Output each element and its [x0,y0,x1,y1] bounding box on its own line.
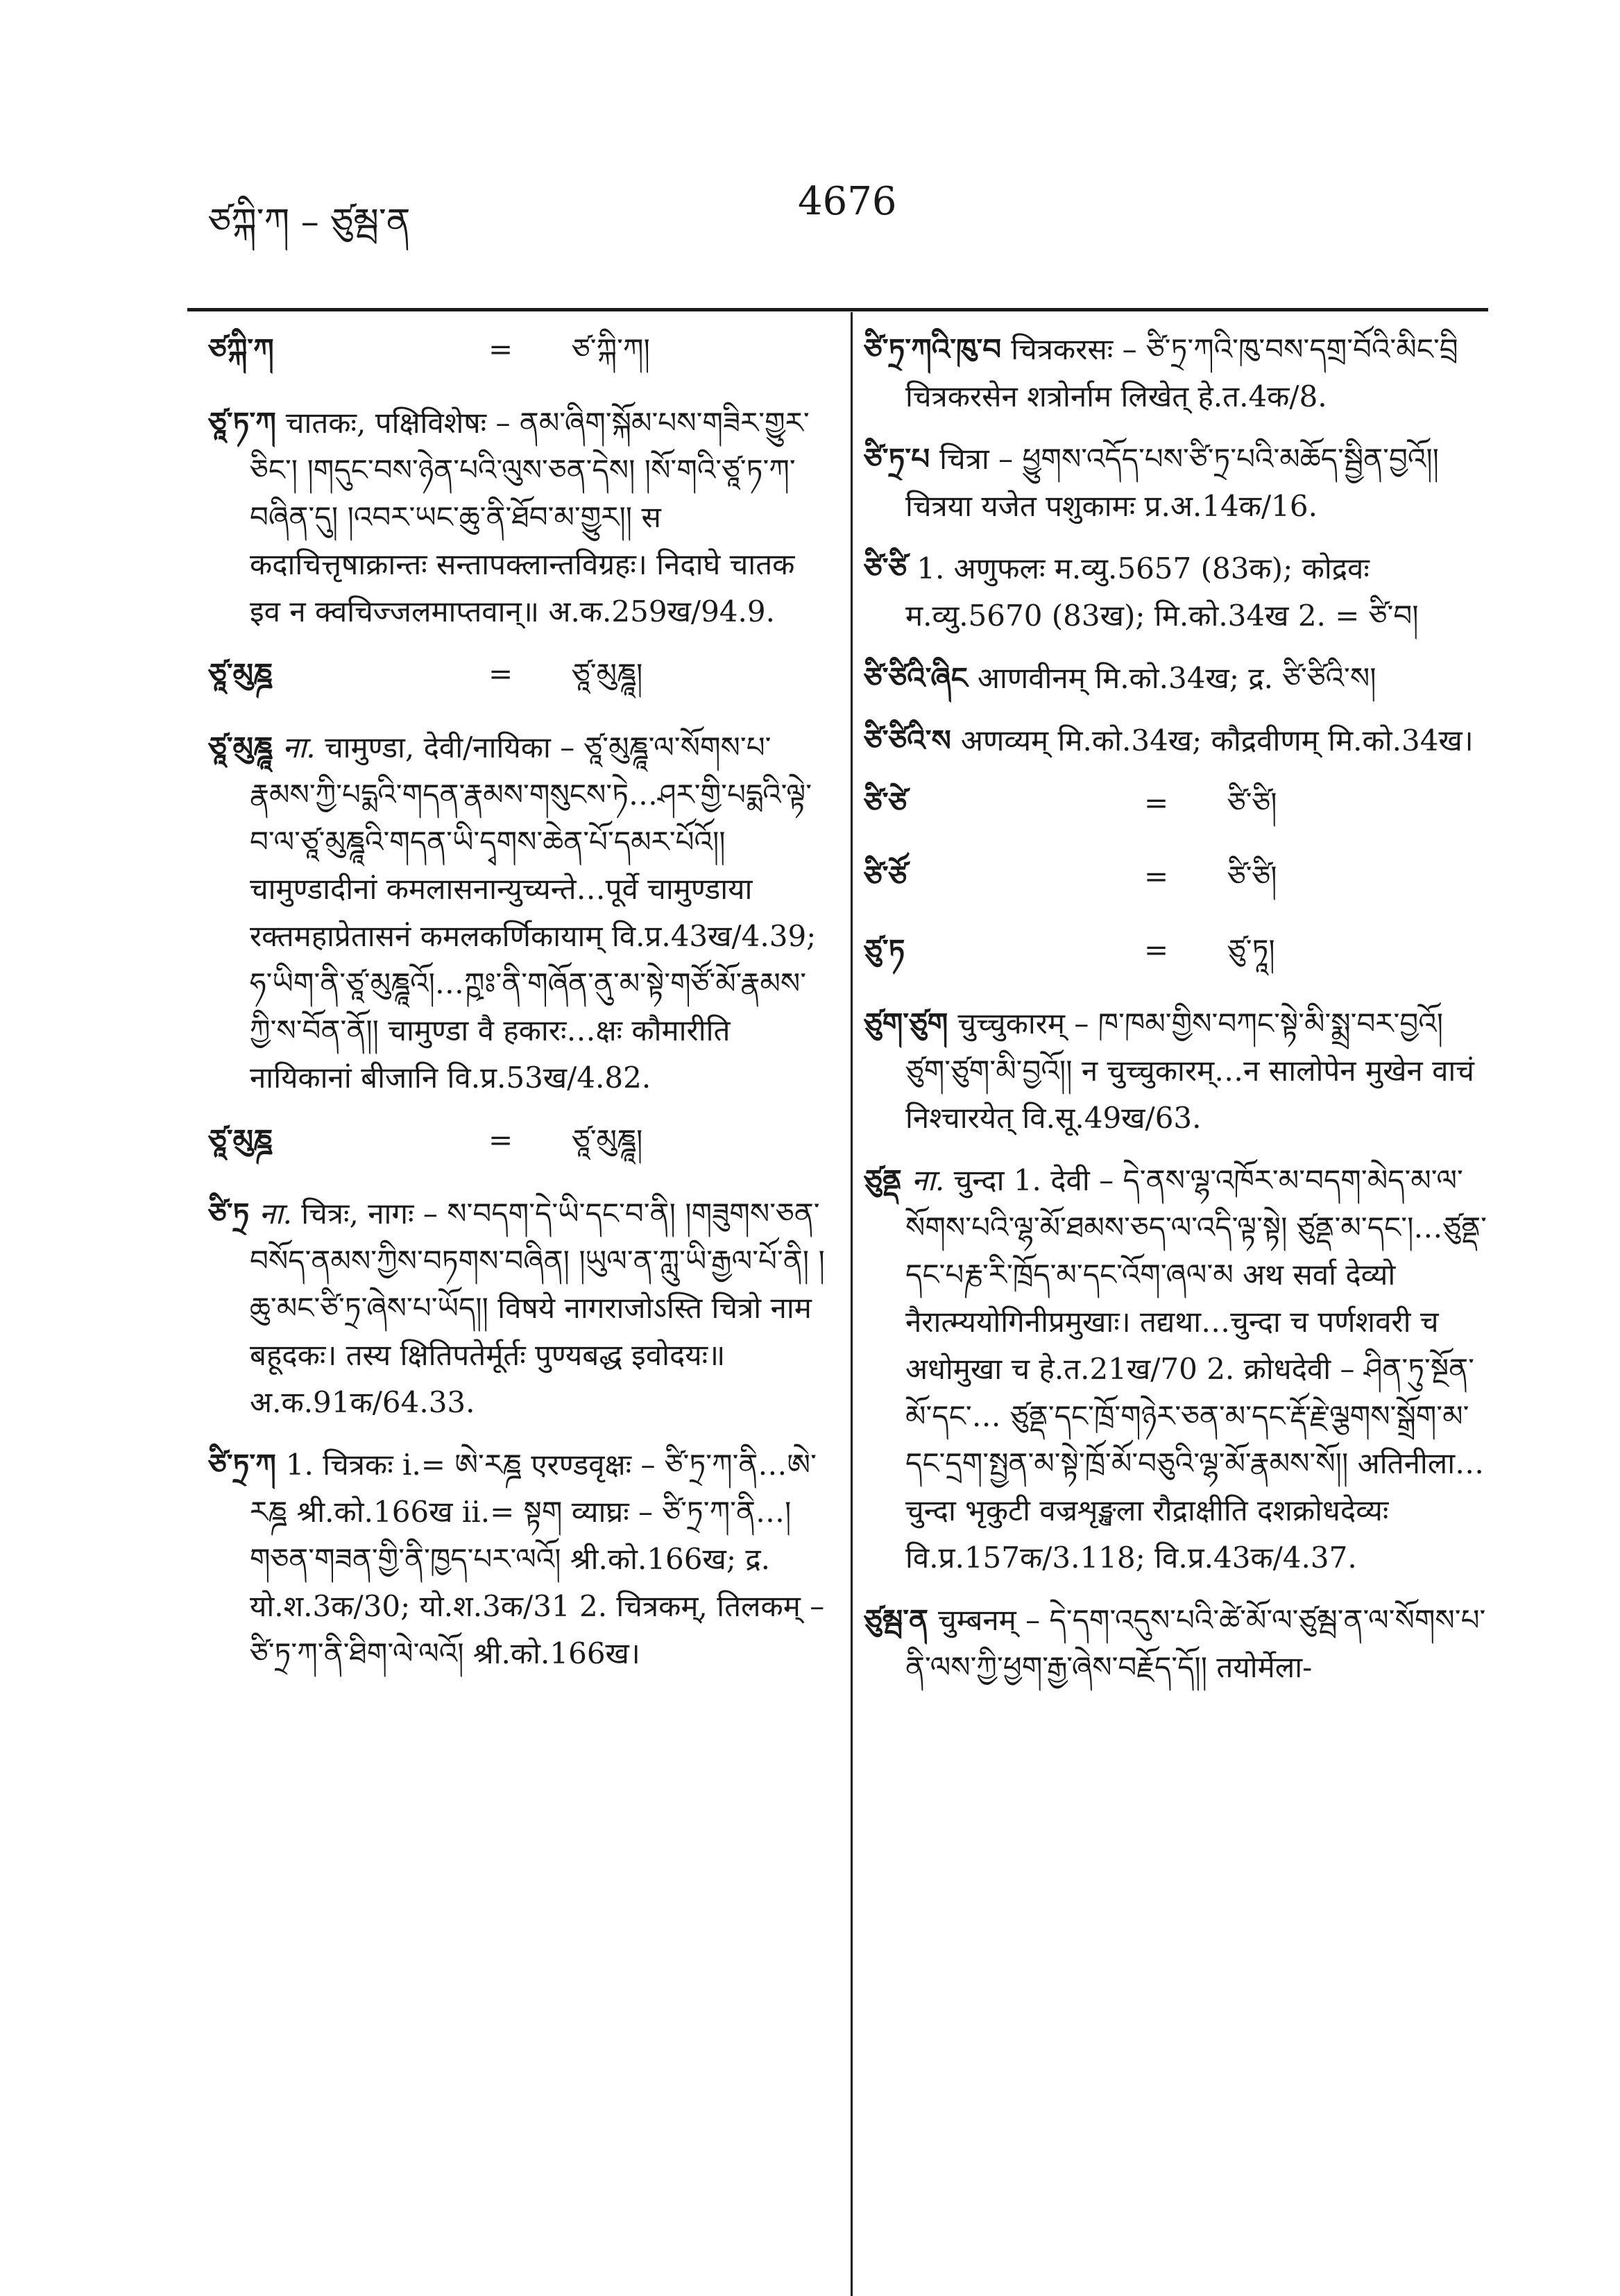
cross-reference-entry [208,1117,833,1164]
headword: ཙི་ཏྲ་པ [864,442,930,476]
headword: ཙཀྐི་ཀ [208,332,274,366]
entry-definition: चुच्चुकारम् – ཁ་ཁམ་གྱིས་བཀང་སྟེ་མི་སྨྲ་བར་བྱའོ། ཙུག་ཙུག་མི་བྱའོ།། न चुच्चुकारम्…न सालोपेन मुखेन वाचं निश्चारयेत् वि.सू.49ख/63. [905,1006,1474,1135]
headword: ཙི་ཙིའི་ས [864,723,951,757]
page-number: 4676 [798,179,897,224]
header-rule [187,308,1488,311]
grammar-label: ना. [911,1163,945,1197]
headword: ཙི་ཙོ [864,859,907,893]
equals-sign: = [488,1123,513,1157]
grammar-label: ना. [259,1197,292,1231]
entry-definition: आणवीनम् मि.को.34ख; द्र. ཙི་ཙིའི་ས། [977,661,1376,695]
dictionary-entry [864,436,1488,530]
headword: ཙཱ་མུཎྜཱ [208,730,273,764]
equals-sign: = [488,657,513,691]
right-column [864,326,1488,1706]
cross-reference-entry [208,651,833,698]
dictionary-entry [864,1000,1488,1142]
entry-definition: चुम्बनम् – དེ་དག་འདུས་པའི་ཚེ་མོ་ལ་ཙུམྦ་ན་ལ་སོགས་པ་ནི་ལས་ཀྱི་ཕྱག་རྒྱ་ཞེས་བརྗོད་དོ།། तयोर्मेला- [905,1603,1486,1684]
headword: ཙུ་ཏ [864,933,905,967]
headword: ཙི་ཏྲ་ཀ [208,1448,276,1482]
headword: ཙཱ་མུཎྜ [208,657,273,691]
entry-definition: अणव्यम् मि.को.34ख; कौद्रवीणम् मि.को.34ख। [960,723,1474,757]
entry-definition: 1. चित्रकः i.= ཨེ་རཎྜ एरण्डवृक्षः – ཙི་ཏྲ་ཀ་ནི…ཨེ་རཎྜ श्री.को.166ख ii.= སྟག व्याघ्रः – ཙི་ཏྲ་ཀ་ནི…།གཅན་གཟན་གྱི་ནི་ཁྱད་པར་ལའོ། श्री.को.166ख; द्र. यो.श.3क/30; यो.श.3क/31 2. चित्रकम्, तिलकम् – ཙི་ཏྲ་ཀ་ནི་ཐིག་ལེ་ལའོ། श्री.को.166ख। [250,1448,825,1670]
grammar-label: ना. [282,730,316,764]
headword: ཙི་ཙི [864,551,907,585]
entry-definition: 1. अणुफलः म.व्यु.5657 (83क); कोद्रवः म.व्यु.5670 (83ख); मि.को.34ख 2. = ཙི་བ། [905,551,1419,633]
cross-reference-entry [864,853,1488,900]
equals-sign: = [1144,859,1169,893]
entry-definition: चामुण्डा, देवी/नायिका – ཙཱ་མུཎྜཱ་ལ་སོགས་པ་རྣམས་ཀྱི་པདྨའི་གདན་རྣམས་གསུངས་ཏེ…ཤར་གྱི་པདྨའི་ལྟེ་བ་ལ་ཙཱ་མུཎྜཱའི་གདན་ཡི་དྭགས་ཆེན་པོ་དམར་པོའོ།། चामुण्डादीनां कमलासनान्युच्यन्ते…पूर्वे चामुण्डाया रक्तमहाप्रेतासनं कमलकर्णिकायाम् वि.प्र.43ख/4.39; ཧ་ཡིག་ནི་ཙཱ་མུཎྜཱའོ།…ཀྵཿ་ནི་གཞོན་ནུ་མ་སྟེ་གཙོ་མོ་རྣམས་ཀྱི་ས་བོན་ནོ།། चामुण्डा वै हकारः…क्षः कौमारीति नायिकानां बीजानि वि.प्र.53ख/4.82. [250,730,817,1095]
headword: ཙུག་ཙུག [864,1006,948,1040]
entry-definition: चित्रा – ཕྱུགས་འདོད་པས་ཙི་ཏྲ་པའི་མཆོད་སྦྱིན་བྱའོ།། चित्रया यजेत पशुकामः प्र.अ.14क/16. [905,442,1440,523]
dictionary-entry [864,717,1488,764]
cross-reference-target: ཙ་ཀྐི་ཀ། [572,332,650,366]
cross-reference-target: ཙཱ་མུཎྜཱ། [572,1123,643,1157]
cross-reference-entry [864,927,1488,974]
dictionary-entry [864,326,1488,420]
equals-sign: = [1144,933,1169,967]
cross-reference-target: ཙི་ཙི། [1227,859,1277,893]
cross-reference-entry [864,780,1488,827]
equals-sign: = [1144,786,1169,820]
running-head: ཙཀྐི་ཀ – ཙུམྦ་ན [208,201,411,243]
dictionary-entry [864,1597,1488,1691]
dictionary-entry [208,1441,833,1677]
equals-sign: = [488,332,513,366]
dictionary-entry [208,724,833,1102]
headword: ཙི་ཙེ [864,786,907,820]
dictionary-entry [864,655,1488,702]
headword: ཙཱ་མུཎྜ [208,1123,273,1157]
headword: ཙུམྦ་ན [864,1603,929,1637]
entry-definition: चित्रः, नागः – ས་བདག་དེ་ཡི་དང་བ་ནི། །གཟུགས་ཅན་བསོད་ནམས་ཀྱིས་བཏགས་བཞིན། །ཡུལ་ན་ཀླུ་ཡི་རྒྱལ་པོ་ནི། །ཆུ་མང་ཙི་ཏྲ་ཞེས་པ་ཡོད།། विषये नागराजोऽस्ति चित्रो नाम बहूदकः। तस्य क्षितिपतेर्मूर्तः पुण्यबद्ध इवोदयः॥ अ.क.91क/64.33. [250,1197,825,1419]
entry-definition: चित्रकरसः – ཙི་ཏྲ་ཀའི་ཁུ་བས་དགྲ་བོའི་མིང་བྲི चित्रकरसेन शत्रोर्नाम लिखेत् हे.त.4क/8. [905,332,1458,413]
headword: ཙུནྡ [864,1163,902,1197]
cross-reference-target: ཙི་ཙི། [1227,786,1277,820]
headword: ཙི་ཏྲ [208,1197,250,1231]
headword: ཙི་ཏྲ་ཀའི་ཁུ་བ [864,332,1002,366]
cross-reference-target: ཙུ་ཏཱ། [1227,933,1275,967]
cross-reference-target: ཙཱ་མུཎྜཱ། [572,657,643,691]
headword: ཙི་ཙིའི་ཞིང [864,661,968,695]
entry-definition: चातकः, पक्षिविशेषः – ནམ་ཞིག་སྐོམ་པས་གཟིར་གྱུར་ཅིང་། །གདུང་བས་ཉེན་པའི་ལུས་ཅན་དེས། །སོ་གའི་ཙཱ་ཏ་ཀ་བཞིན་དུ། །འབར་ཡང་ཆུ་ནི་ཐོབ་མ་གྱུར།། स कदाचित्तृषाक्रान्तः सन्तापक्लान्तविग्रहः। निदाघे चातक इव न क्वचिज्जलमाप्तवान्॥ अ.क.259ख/94.9. [250,406,810,628]
dictionary-entry [864,545,1488,640]
dictionary-entry [208,1190,833,1426]
headword: ཙཱ་ཏ་ཀ [208,406,276,440]
left-column [208,326,833,1693]
entry-definition: चुन्दा 1. देवी – དེ་ནས་ལྷ་འཁོར་མ་བདག་མེད་མ་ལ་སོགས་པའི་ལྷ་མོ་ཐམས་ཅད་ལ་འདི་ལྟ་སྟེ། ཙུནྡ་མ་དང་།…ཙུནྡ་དང་པརྞ་རི་ཁྲོད་མ་དང་འོག་ཞལ་མ अथ सर्वा देव्यो नैरात्म्ययोगिनीप्रमुखाः। तद्यथा…चुन्दा च पर्णशवरी च अधोमुखा च हे.त.21ख/70 2. क्रोधदेवी – ཤིན་ཏུ་སྔོན་མོ་དང་… ཙུནྡ་དང་ཁྲོ་གཉེར་ཅན་མ་དང་རྡོ་རྗེ་ལྕགས་སྒྲོག་མ་དང་དྲག་སྤྱན་མ་སྟེ་ཁྲོ་མོ་བཅུའི་ལྷ་མོ་རྣམས་སོ།། अतिनीला… चुन्दा भृकुटी वज्रशृङ्खला रौद्राक्षीति दशक्रोधदेव्यः वि.प्र.157क/3.118; वि.प्र.43क/4.37. [905,1163,1487,1575]
dictionary-entry [864,1157,1488,1582]
cross-reference-entry [208,326,833,373]
dictionary-entry [208,400,833,635]
column-divider [851,312,853,2296]
